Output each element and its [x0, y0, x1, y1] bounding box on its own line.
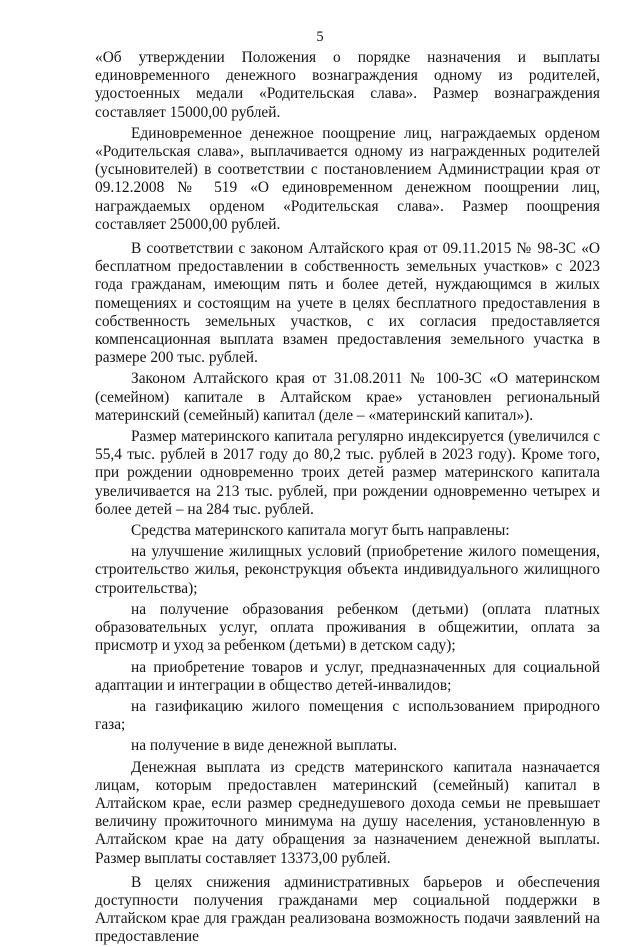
list-item-cash-payment: на получение в виде денежной выплаты.	[131, 737, 398, 755]
paragraph-medal-regulation: «Об утверждении Положения о порядке назначения и выплаты единовременного денежного вознаграждения одному из родителей, удостоенных медали «Родительская слава». Размер вознаграждения составляет 15000,00 рублей.	[95, 49, 600, 121]
document-body	[95, 49, 600, 947]
paragraph-administrative-barriers: В целях снижения административных барьеров и обеспечения доступности получения гражданами мер социальной поддержки в Алтайском крае для граждан реализована возможность подачи заявлений на предоставление	[95, 873, 600, 946]
paragraph-capital-indexation: Размер материнского капитала регулярно индексируется (увеличился с 55,4 тыс. рублей в 2017 году до 80,2 тыс. рублей в 2023 году). Кроме того, при рождении одновременно троих детей размер материнского капитала увеличивается на 213 тыс. рублей, при рождении одновременно четырех и более детей – на 284 тыс. рублей.	[95, 428, 600, 518]
paragraph-capital-directions: Средства материнского капитала могут быть направлены:	[131, 522, 510, 540]
paragraph-cash-payment-conditions: Денежная выплата из средств материнского капитала назначается лицам, которым предоставлен материнский (семейный) капитал в Алтайском крае, если размер среднедушевого дохода семьи не превышает величину прожиточного минимума на душу населения, установленную в Алтайском крае на дату обращения за назначением денежной выплаты. Размер выплаты составляет 13373,00 рублей.	[95, 758, 600, 867]
page-number: 5	[316, 29, 324, 45]
list-item-disabled-children: на приобретение товаров и услуг, предназначенных для социальной адаптации и интеграции в общество детей-инвалидов;	[95, 658, 600, 694]
paragraph-land-compensation: В соответствии с законом Алтайского края от 09.11.2015 № 98-ЗС «О бесплатном предоставлении в собственность земельных участков» с 2023 года гражданам, имеющим пять и более детей, нуждающимся в жилых помещениях и состоящим на учете в целях бесплатного предоставления в собственность земельных участков, с их согласия предоставляется компенсационная выплата взамен предоставления земельного участка в размере 200 тыс. рублей.	[95, 240, 600, 367]
list-item-gasification: на газификацию жилого помещения с использованием природного газа;	[95, 697, 600, 734]
paragraph-maternity-capital-law: Законом Алтайского края от 31.08.2011 № 100-ЗС «О материнском (семейном) капитале в Алтайском крае» установлен региональный материнский (семейный) капитал (деле – «материнский капитал»).	[95, 370, 600, 424]
list-item-housing: на улучшение жилищных условий (приобретение жилого помещения, строительство жилья, реконструкция объекта индивидуального жилищного строительства);	[95, 543, 600, 597]
list-item-education: на получение образования ребенком (детьми) (оплата платных образовательных услуг, оплата проживания в общежитии, оплата за присмотр и уход за ребенком (детьми) в детском саду);	[95, 600, 600, 655]
paragraph-order-reward: Единовременное денежное поощрение лиц, награждаемых орденом «Родительская слава», выплачивается одному из награжденных родителей (усыновителей) в соответствии с постановлением Администрации края от 09.12.2008 № 519 «О единовременном денежном поощрении лиц, награждаемых орденом «Родительская слава». Размер поощрения составляет 25000,00 рублей.	[95, 124, 600, 233]
